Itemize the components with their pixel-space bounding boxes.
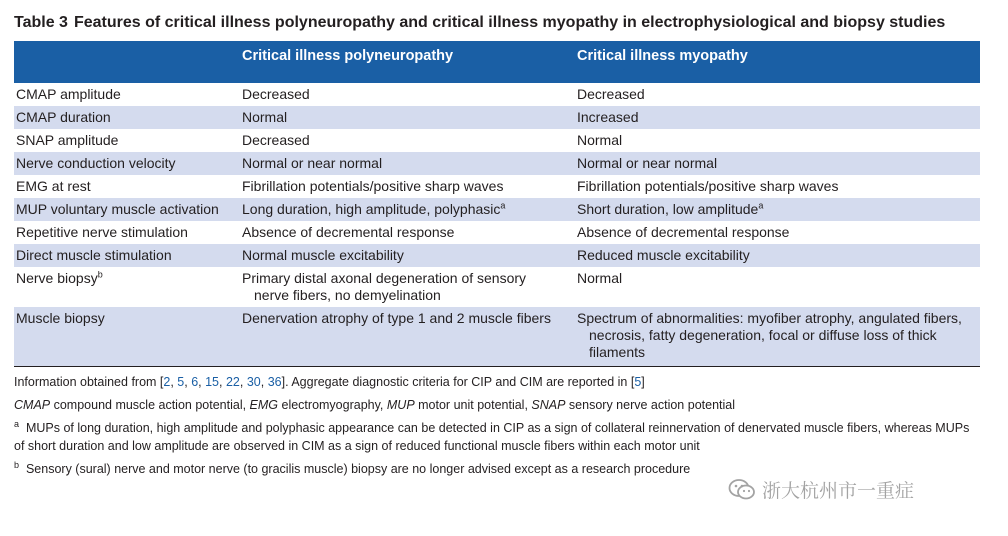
info-suffix: ] (641, 375, 645, 389)
cell-feature-text: Nerve conduction velocity (16, 155, 176, 171)
cell-cip-text: Normal (242, 109, 288, 125)
cell-cim (575, 198, 980, 221)
cell-cim-text: Spectrum of abnormalities: myofiber atrophy, angulated fibers, (577, 310, 962, 326)
cell-cip (240, 221, 575, 244)
info-prefix: Information obtained from [ (14, 375, 164, 389)
reference-link[interactable]: 5 (177, 375, 185, 389)
cell-cim (575, 129, 980, 152)
table-row (14, 198, 980, 221)
table-row (14, 267, 980, 307)
cell-cim-text: Fibrillation potentials/positive sharp waves (577, 178, 839, 194)
table-title (14, 12, 980, 33)
cell-cim-text: Decreased (577, 86, 645, 102)
cell-cip-text: Fibrillation potentials/positive sharp waves (242, 178, 504, 194)
footnote-marker: a (500, 200, 506, 211)
reference-link[interactable]: 6 (191, 375, 199, 389)
table-row (14, 83, 980, 106)
cell-feature (14, 221, 240, 244)
cell-cim-text: Short duration, low amplitude (577, 201, 759, 217)
cell-cip-text: Normal muscle excitability (242, 247, 404, 263)
wechat-icon (728, 478, 756, 502)
cell-feature-text: Direct muscle stimulation (16, 247, 172, 263)
cell-cim-text: Increased (577, 109, 639, 125)
cell-feature (14, 198, 240, 221)
cell-cip (240, 175, 575, 198)
cell-cim-text: Reduced muscle excitability (577, 247, 750, 263)
cell-feature-text: CMAP amplitude (16, 86, 121, 102)
info-note (14, 373, 980, 391)
table-row (14, 106, 980, 129)
table-body (14, 83, 980, 367)
reference-link[interactable]: 22 (225, 375, 240, 389)
reference-link[interactable]: 30 (246, 375, 261, 389)
cell-cip (240, 267, 575, 307)
cell-feature-text: EMG at rest (16, 178, 91, 194)
cell-cip-text: Absence of decremental response (242, 224, 455, 240)
table-row (14, 129, 980, 152)
features-table (14, 41, 980, 367)
cell-cip (240, 244, 575, 267)
abbreviations-note (14, 396, 980, 414)
cell-feature (14, 106, 240, 129)
cell-cip-continuation: nerve fibers, no demyelination (254, 287, 441, 303)
footnote-marker: b (97, 269, 103, 280)
cell-feature-text: CMAP duration (16, 109, 111, 125)
watermark-text: 浙大杭州市一重症 (762, 480, 915, 502)
table-label: Table 3 (14, 14, 68, 31)
cell-cim (575, 175, 980, 198)
cell-feature (14, 129, 240, 152)
header-feature (14, 41, 240, 83)
cell-feature-text: Nerve biopsy (16, 270, 98, 286)
cell-cip-text: Decreased (242, 132, 310, 148)
abbreviation-term: EMG (249, 398, 279, 412)
info-refs: 2, 5, 6, 15, 22, 30, 36 (163, 375, 282, 389)
info-middle: ]. Aggregate diagnostic criteria for CIP and CIM are reported in [ (281, 375, 635, 389)
abbreviation-term: SNAP (531, 398, 566, 412)
header-cim: Critical illness myopathy (575, 41, 980, 83)
reference-link[interactable]: 15 (205, 375, 220, 389)
table-notes (14, 373, 980, 478)
cell-feature (14, 307, 240, 367)
cell-feature-text: SNAP amplitude (16, 132, 119, 148)
footnote-b-mark: b (14, 459, 20, 470)
cell-cim (575, 83, 980, 106)
cell-cip-text: Normal or near normal (242, 155, 383, 171)
cell-cip-text: Decreased (242, 86, 310, 102)
table-title-text: Features of critical illness polyneuropathy and critical illness myopathy in electrophysiological and biopsy studies (73, 14, 946, 31)
cell-feature (14, 83, 240, 106)
table-row (14, 221, 980, 244)
footnote-a-mark: a (14, 418, 20, 429)
cell-cip (240, 83, 575, 106)
abbreviation-term: MUP (386, 398, 415, 412)
abbreviation-definition: sensory nerve action potential (565, 398, 735, 412)
footnote-marker: a (758, 200, 764, 211)
cell-feature (14, 175, 240, 198)
cell-cip-text: Denervation atrophy of type 1 and 2 muscle fibers (242, 310, 551, 326)
table-page (14, 12, 980, 483)
table-row (14, 152, 980, 175)
cell-feature (14, 267, 240, 307)
cell-cip (240, 152, 575, 175)
watermark (728, 476, 914, 503)
abbreviation-definition: motor unit potential, (414, 398, 532, 412)
cell-cip-text: Primary distal axonal degeneration of sensory (242, 270, 527, 286)
table-row (14, 175, 980, 198)
cell-cim (575, 267, 980, 307)
footnote-a-text: MUPs of long duration, high amplitude and polyphasic appearance can be detected in CIP as a sign of collateral reinnervation of denervated muscle fibers, whereas MUPs of short duration and low amplitude are observed in CIM as a sign of reduced functional muscle fibers within each motor unit (14, 421, 970, 453)
cell-cim (575, 152, 980, 175)
footnote-b-text: Sensory (sural) nerve and motor nerve (to gracilis muscle) biopsy are no longer advised except as a research procedure (25, 462, 691, 476)
cell-cim (575, 221, 980, 244)
cell-cim-text: Normal (577, 132, 623, 148)
cell-cim (575, 244, 980, 267)
abbreviation-term: CMAP (14, 398, 51, 412)
cell-feature (14, 152, 240, 175)
cell-cim-text: Absence of decremental response (577, 224, 790, 240)
cell-cip-text: Long duration, high amplitude, polyphasic (242, 201, 501, 217)
cell-cim-text: Normal or near normal (577, 155, 718, 171)
table-header-row (14, 41, 980, 83)
cell-cip (240, 129, 575, 152)
cell-cim (575, 106, 980, 129)
cell-cim-continuation: necrosis, fatty degeneration, focal or diffuse loss of thick filaments (589, 327, 937, 360)
cell-cim-text: Normal (577, 270, 623, 286)
cell-feature-text: Muscle biopsy (16, 310, 105, 326)
info-ref-last[interactable]: 5 (634, 375, 642, 389)
cell-feature (14, 244, 240, 267)
cell-feature-text: MUP voluntary muscle activation (16, 201, 219, 217)
reference-link[interactable]: 2 (163, 375, 171, 389)
table-row (14, 244, 980, 267)
header-cip: Critical illness polyneuropathy (240, 41, 575, 83)
cell-cip (240, 307, 575, 367)
cell-feature-text: Repetitive nerve stimulation (16, 224, 188, 240)
abbreviation-definition: electromyography, (278, 398, 387, 412)
cell-cip (240, 198, 575, 221)
footnote-a (14, 419, 980, 455)
abbreviation-definition: compound muscle action potential, (50, 398, 250, 412)
cell-cip (240, 106, 575, 129)
cell-cim (575, 307, 980, 367)
table-row (14, 307, 980, 367)
reference-link[interactable]: 36 (267, 375, 282, 389)
